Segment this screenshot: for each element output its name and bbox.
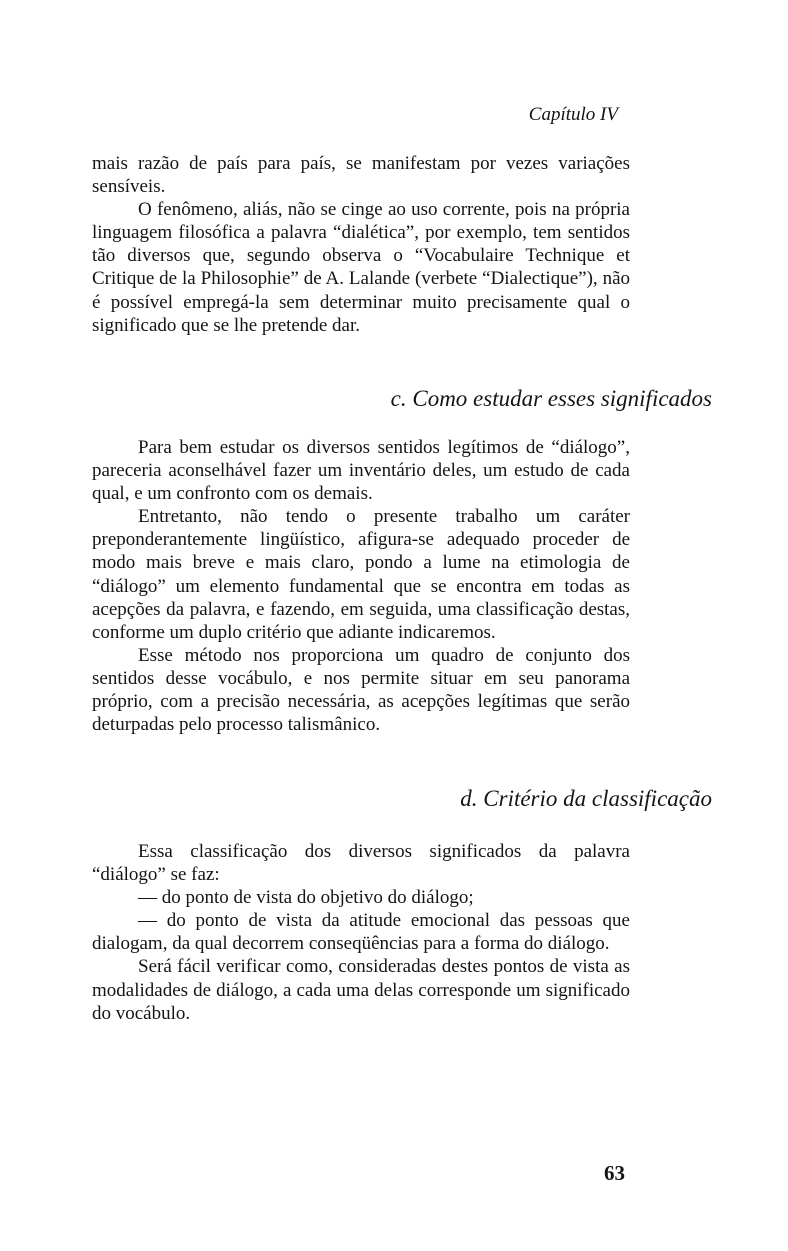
- section-d-paragraph-1: Essa classificação dos diversos significados da palavra “diálogo” se faz:: [92, 841, 630, 886]
- section-c-paragraph-2: Entretanto, não tendo o presente trabalho um caráter preponderantemente lingüístico, afigura-se adequado proceder de modo mais breve e mais claro, pondo a lume na etimologia de “diálogo” um elemento fundamental que se encontra em todas as acepções da palavra, e fazendo, em seguida, uma classificação destas, conforme um duplo critério que adiante indicaremos.: [92, 506, 630, 643]
- section-d-heading: d. Critério da classificação: [460, 786, 712, 811]
- section-c-paragraph-1: Para bem estudar os diversos sentidos legítimos de “diálogo”, pareceria aconselhável fazer um inventário deles, um estudo de cada qual, e um confronto com os demais.: [92, 437, 630, 505]
- section-c-text-block: [92, 436, 630, 736]
- chapter-running-head: Capítulo IV: [528, 104, 618, 125]
- intro-text-block: [92, 152, 630, 337]
- intro-paragraph-1: mais razão de país para país, se manifestam por vezes variações sensíveis.: [92, 153, 630, 198]
- intro-paragraph-2: O fenômeno, aliás, não se cinge ao uso corrente, pois na própria linguagem filosófica a palavra “dialética”, por exemplo, tem sentidos tão diversos que, segundo observa o “Vocabulaire Technique et Critique de la Philosophie” de A. Lalande (verbete “Dialectique”), não é possível empregá-la sem determinar muito precisamente qual o significado que se lhe pretende dar.: [92, 199, 630, 336]
- section-c-heading: c. Como estudar esses significados: [390, 386, 712, 411]
- section-d-paragraph-2: Será fácil verificar como, consideradas destes pontos de vista as modalidades de diálogo, a cada uma delas corresponde um significado do vocábulo.: [92, 956, 630, 1024]
- page-number: 63: [604, 1161, 625, 1185]
- section-d-text-block: [92, 840, 630, 1025]
- criteria-list-item-1: — do ponto de vista do objetivo do diálogo;: [138, 887, 474, 909]
- criteria-list-item-2: — do ponto de vista da atitude emocional das pessoas que dialogam, da qual decorrem conseqüências para a forma do diálogo.: [92, 910, 630, 955]
- section-c-paragraph-3: Esse método nos proporciona um quadro de conjunto dos sentidos desse vocábulo, e nos permite situar em seu panorama próprio, com a precisão necessária, as acepções legítimas que serão deturpadas pelo processo talismânico.: [92, 644, 630, 736]
